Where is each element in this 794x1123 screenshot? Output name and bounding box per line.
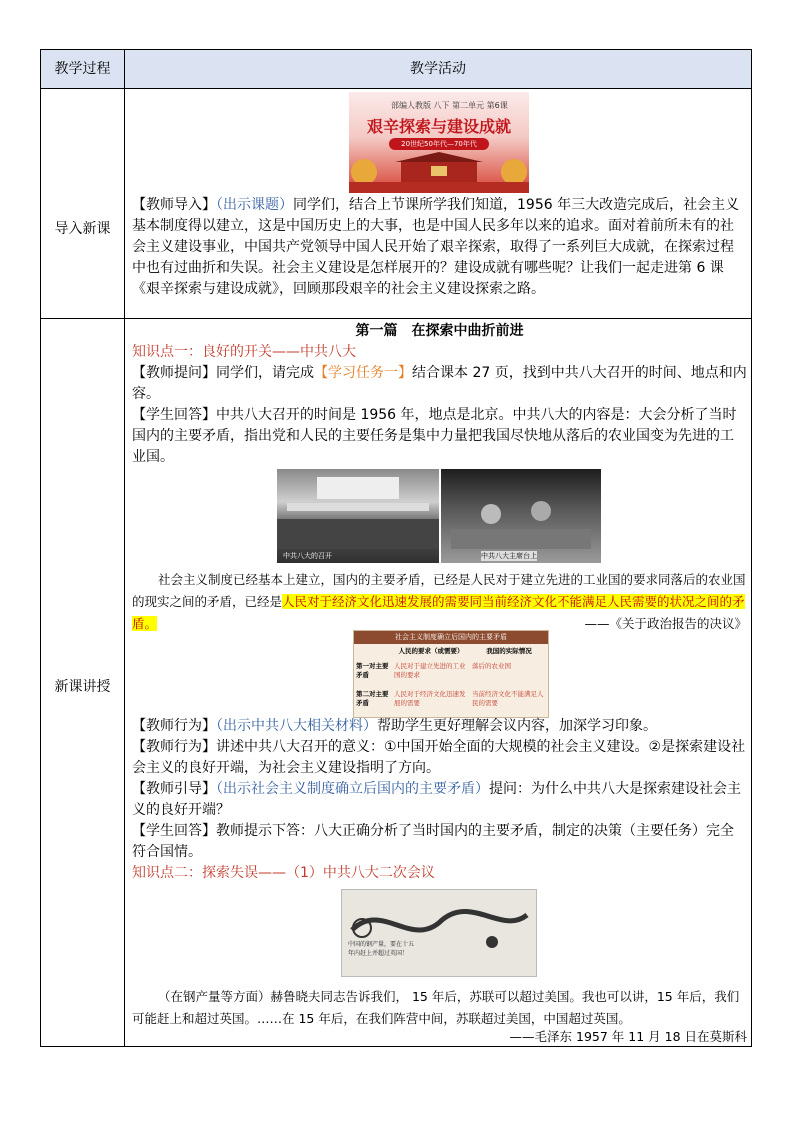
banner-subtitle: 部编人教版 八下 第二单元 第6课 — [391, 101, 508, 110]
student-answer-2: 【学生回答】教师提示下答：八大正确分析了当时国内的主要矛盾，制定的决策（主要任务）完全符合国情。 — [132, 823, 734, 860]
gate-illustration — [349, 92, 529, 193]
photo-congress-rostrum — [441, 469, 601, 563]
photo1-caption: 中共八大的召开 — [283, 552, 332, 560]
section-title: 第一篇 在探索中曲折前进 — [355, 323, 524, 339]
banner-ribbon: 20世纪50年代—70年代 — [389, 138, 489, 150]
row-divider — [41, 318, 751, 319]
highlighted-contradiction: 人民对于经济文化迅速发展的需要同当前经济文化不能满足人民需要的状况之间的矛盾。 — [132, 594, 745, 631]
resolution-quote: 社会主义制度已经基本上建立，国内的主要矛盾，已经是人民对于建立先进的工业国的要求同落后的农业国的现实之间的矛盾，已经是人民对于经济文化迅速发展的需要同当前经济文化不能满足人民需要的状况之间的矛盾。 — [132, 572, 746, 631]
teacher-guidance: 【教师引导】（出示社会主义制度确立后国内的主要矛盾）提问：为什么中共八大是探索建设社会主义的良好开端？ — [132, 781, 741, 818]
teacher-behavior-2: 【教师行为】讲述中共八大召开的意义：①中国开始全面的大规模的社会主义建设。②是探索建设社会主义的良好开端，为社会主义建设指明了方向。 — [132, 739, 746, 776]
contradiction-table: 社会主义制度确立后国内的主要矛盾 人民的要求（或需要） 我国的实际情况 第一对主要矛盾 人民对于建立先进的工业国的要求 落后的农业国 第二对主要矛盾 人民对于经济文化迅速发展的需要 当前经济文化不能满足人民的需要 — [353, 630, 549, 718]
show-topic-action: （出示课题） — [216, 197, 293, 213]
header-process: 教学过程 — [54, 61, 111, 77]
cartoon-caption: 中国的钢产量，要在十五年内赶上并超过英国！ — [348, 941, 415, 957]
knowledge-point-1: 知识点一：良好的开关——中共八大 — [132, 344, 356, 360]
teacher-behavior-1: 【教师行为】（出示中共八大相关材料）帮助学生更好理解会议内容，加深学习印象。 — [132, 718, 657, 734]
teacher-question: 【教师提问】同学们，请完成【学习任务一】结合课本 27 页，找到中共八大召开的时间、地点和内容。 — [132, 365, 747, 402]
table-header — [41, 50, 751, 89]
banner-title: 艰辛探索与建设成就 — [366, 117, 511, 136]
student-answer-1: 【学生回答】中共八大召开的时间是 1956 年，地点是北京。中共八大的内容是：大会分析了当时国内的主要矛盾，指出党和人民的主要任务是集中力量把我国尽快地从落后的农业国变为先进的工业国。 — [132, 407, 737, 465]
learning-task-1: 【学习任务一】 — [314, 365, 412, 381]
lesson-table — [40, 49, 752, 1047]
mao-quote-source: ——毛泽东 1957 年 11 月 18 日在莫斯科 — [509, 1029, 747, 1044]
intro-paragraph: 【教师导入】（出示课题）同学们，结合上节课所学我们知道，1956 年三大改造完成后，社会主义基本制度得以建立，这是中国历史上的大事，也是中国人民多年以来的追求。面对着前所未有的社会主义建设事业，中国共产党领导中国人民开始了艰辛探索，取得了一系列巨大成就，在探索过程中也有过曲折和失误。社会主义建设是怎样展开的？建设成就有哪些呢？让我们一起走进第 6 课《艰辛探索与建设成就》，回顾那段艰辛的社会主义建设探索之路。 — [132, 197, 740, 297]
teacher-intro-tag: 【教师导入】 — [132, 197, 216, 213]
photo-congress-opening — [277, 469, 439, 563]
knowledge-point-2: 知识点二：探索失误——（1）中共八大二次会议 — [132, 865, 435, 881]
row-label-new-lesson: 新课讲授 — [54, 679, 111, 695]
photo2-caption: 中共八大主席台上 — [481, 552, 537, 560]
contradiction-table-title: 社会主义制度确立后国内的主要矛盾 — [354, 631, 548, 644]
resolution-source: ——《关于政治报告的决议》 — [584, 616, 747, 631]
column-divider — [124, 50, 125, 1046]
row-label-intro: 导入新课 — [54, 221, 111, 237]
mao-quote: （在钢产量等方面）赫鲁晓夫同志告诉我们， 15 年后，苏联可以超过美国。我也可以讲，15 年后，我们可能赶上和超过英国。……在 15 年后，在我们阵营中间，苏联超过美国，中国超过英国。 — [132, 989, 740, 1026]
header-activity: 教学活动 — [410, 61, 466, 77]
lesson-banner — [349, 92, 529, 193]
cartoon-dragon — [341, 889, 537, 977]
